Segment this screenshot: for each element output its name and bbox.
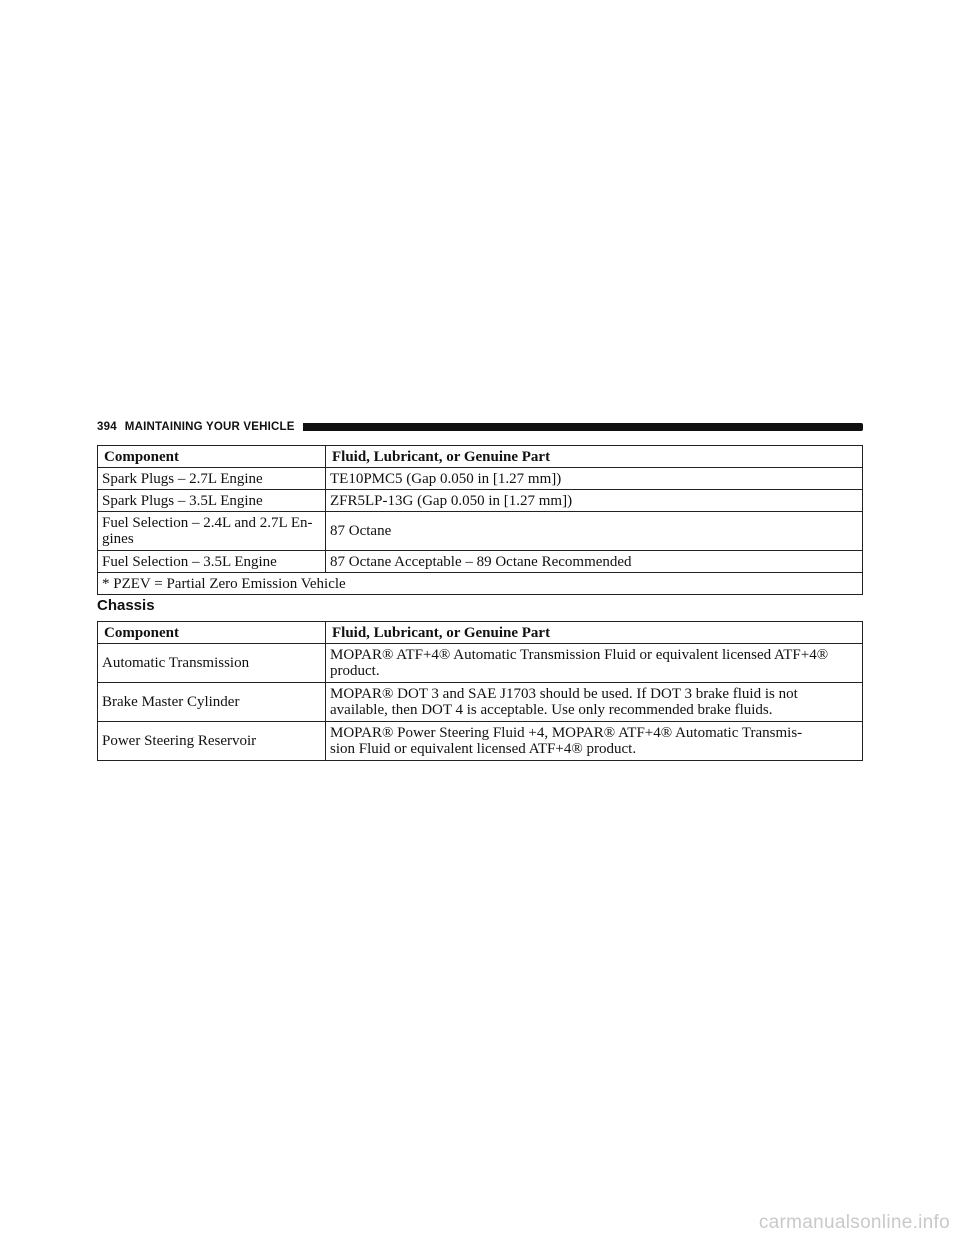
cell-fluid: ZFR5LP-13G (Gap 0.050 in [1.27 mm]) — [326, 490, 863, 512]
table-header-row — [98, 622, 863, 644]
cell-component: Automatic Transmission — [98, 644, 326, 683]
table-row — [98, 551, 863, 573]
column-header-component: Component — [98, 622, 326, 644]
section-heading: MAINTAINING YOUR VEHICLE — [124, 421, 295, 433]
chassis-heading: Chassis — [97, 597, 155, 614]
cell-fluid: 87 Octane — [326, 512, 863, 551]
table-row — [98, 722, 863, 761]
table-row — [98, 512, 863, 551]
cell-component: Fuel Selection – 2.4L and 2.7L En- gines — [98, 512, 326, 551]
column-header-fluid: Fluid, Lubricant, or Genuine Part — [326, 446, 863, 468]
cell-fluid: MOPAR® DOT 3 and SAE J1703 should be used. If DOT 3 brake fluid is not available, then DOT 4 is acceptable. Use only recommended brake fluids. — [326, 683, 863, 722]
chassis-spec-table — [97, 621, 863, 761]
footnote-row — [98, 573, 863, 595]
table-header-row — [98, 446, 863, 468]
cell-component: Fuel Selection – 3.5L Engine — [98, 551, 326, 573]
column-header-component: Component — [98, 446, 326, 468]
engine-spec-table — [97, 445, 863, 595]
header-rule — [303, 423, 863, 431]
page-number: 394 — [97, 421, 117, 433]
column-header-fluid: Fluid, Lubricant, or Genuine Part — [326, 622, 863, 644]
cell-component: Power Steering Reservoir — [98, 722, 326, 761]
table-row — [98, 683, 863, 722]
cell-component: Spark Plugs – 2.7L Engine — [98, 468, 326, 490]
table-row — [98, 468, 863, 490]
table-row — [98, 490, 863, 512]
footnote: * PZEV = Partial Zero Emission Vehicle — [98, 573, 863, 595]
cell-fluid: TE10PMC5 (Gap 0.050 in [1.27 mm]) — [326, 468, 863, 490]
page-header — [97, 419, 863, 435]
cell-component: Spark Plugs – 3.5L Engine — [98, 490, 326, 512]
watermark: carmanualsonline.info — [758, 1212, 950, 1233]
cell-fluid: MOPAR® Power Steering Fluid +4, MOPAR® ATF+4® Automatic Transmis- sion Fluid or equivalent licensed ATF+4® product. — [326, 722, 863, 761]
table-row — [98, 644, 863, 683]
cell-component: Brake Master Cylinder — [98, 683, 326, 722]
cell-fluid: 87 Octane Acceptable – 89 Octane Recommended — [326, 551, 863, 573]
cell-fluid: MOPAR® ATF+4® Automatic Transmission Fluid or equivalent licensed ATF+4® product. — [326, 644, 863, 683]
